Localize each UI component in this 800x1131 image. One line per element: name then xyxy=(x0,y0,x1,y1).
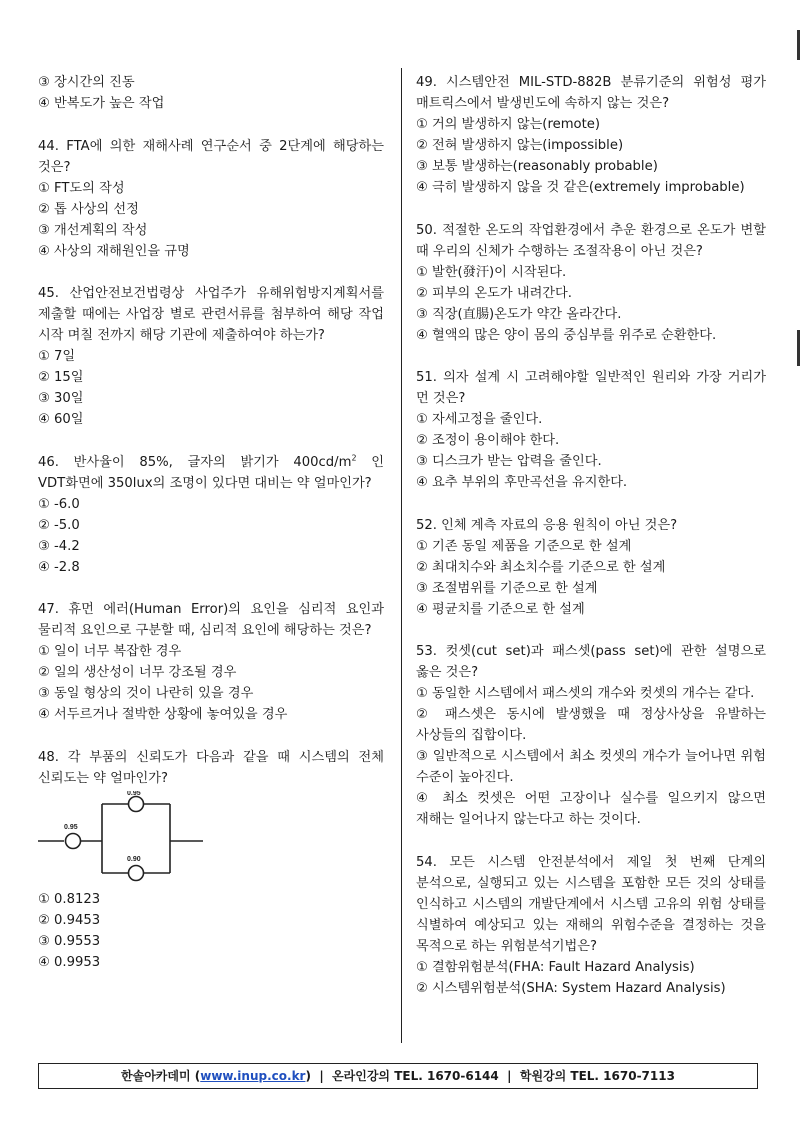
question-53 xyxy=(416,641,766,830)
option: ② 최대치수와 최소치수를 기준으로 한 설계 xyxy=(416,559,666,575)
question-43-carryover xyxy=(38,72,384,114)
option: ④ 서두르거나 절박한 상황에 놓여있을 경우 xyxy=(38,707,288,722)
question-text: 44. FTA에 의한 재해사례 연구순서 중 2단계에 해당하는 것은? xyxy=(38,138,384,175)
question-44 xyxy=(38,136,384,262)
page-footer xyxy=(38,1063,758,1089)
option: ④ 요추 부위의 후만곡선을 유지한다. xyxy=(416,475,628,490)
series-component-label: 0.95 xyxy=(64,823,78,831)
upper-component-label: 0.95 xyxy=(127,790,141,797)
question-52 xyxy=(416,515,766,620)
question-text: 50. 적절한 온도의 작업환경에서 추운 환경으로 온도가 변할 때 우리의 신체가 수행하는 조절작용이 아닌 것은? xyxy=(416,222,766,259)
question-text-a: 46. 반사율이 85%, 글자의 밝기가 400cd/m xyxy=(38,454,352,470)
footer-website-link[interactable]: www.inup.co.kr xyxy=(200,1069,306,1083)
option: ④ 반복도가 높은 작업 xyxy=(38,96,165,111)
option: ③ 직장(直腸)온도가 약간 올라간다. xyxy=(416,306,622,322)
option: ④ 0.9953 xyxy=(38,954,101,970)
column-divider xyxy=(401,68,402,1043)
option: ② 전혀 발생하지 않는(impossible) xyxy=(416,138,624,153)
lower-component-label: 0.90 xyxy=(127,855,141,863)
question-text: 47. 휴먼 에러(Human Error)의 요인을 심리적 요인과 물리적 요인으로 구분할 때, 심리적 요인에 해당하는 것은? xyxy=(38,602,384,638)
option: ③ 조절범위를 기준으로 한 설계 xyxy=(416,580,598,596)
option: ① 0.8123 xyxy=(38,891,101,907)
option: ② 0.9453 xyxy=(38,912,101,928)
reliability-circuit-diagram xyxy=(38,791,208,883)
question-49 xyxy=(416,72,766,198)
footer-separator: | xyxy=(319,1069,324,1083)
option: ③ -4.2 xyxy=(38,538,80,554)
option: ① 거의 발생하지 않는(remote) xyxy=(416,117,601,132)
option: ② 조정이 용이해야 한다. xyxy=(416,433,560,448)
option: ② 15일 xyxy=(38,370,84,385)
option: ① 동일한 시스템에서 패스셋의 개수와 컷셋의 개수는 같다. xyxy=(416,686,755,701)
question-text: 49. 시스템안전 MIL-STD-882B 분류기준의 위험성 평가 매트릭스에서 발생빈도에 속하지 않는 것은? xyxy=(416,75,766,111)
question-text: 51. 의자 설계 시 고려해야할 일반적인 원리와 가장 거리가 먼 것은? xyxy=(416,370,766,406)
question-text: 48. 각 부품의 신뢰도가 다음과 같을 때 시스템의 전체 신뢰도는 약 얼마인가? xyxy=(38,749,384,786)
option: ③ 보통 발생하는(reasonably probable) xyxy=(416,159,658,174)
question-text-b: 인 VDT화면에 350lux의 조명이 있다면 대비는 약 얼마인가? xyxy=(38,454,384,491)
option: ① -6.0 xyxy=(38,496,80,512)
question-47 xyxy=(38,599,384,725)
option: ④ 사상의 재해원인을 규명 xyxy=(38,243,190,259)
footer-separator: | xyxy=(507,1069,512,1083)
option: ① FT도의 작성 xyxy=(38,180,125,196)
option: ① 7일 xyxy=(38,349,76,364)
option: ④ 평균치를 기준으로 한 설계 xyxy=(416,601,585,617)
option: ③ 장시간의 진동 xyxy=(38,75,135,90)
component-series xyxy=(66,833,81,848)
option: ④ 극히 발생하지 않을 것 같은(extremely improbable) xyxy=(416,180,745,195)
option: ① 자세고정을 줄인다. xyxy=(416,412,543,427)
option: ① 일이 너무 복잡한 경우 xyxy=(38,644,182,659)
option: ① 발한(發汗)이 시작된다. xyxy=(416,264,567,280)
question-48 xyxy=(38,747,384,973)
question-54 xyxy=(416,852,766,999)
question-text xyxy=(38,452,384,494)
option: ① 기존 동일 제품을 기준으로 한 설계 xyxy=(416,538,632,554)
option: ③ 30일 xyxy=(38,391,84,406)
left-column xyxy=(38,72,384,994)
option: ① 결함위험분석(FHA: Fault Hazard Analysis) xyxy=(416,959,695,975)
question-50 xyxy=(416,220,766,346)
footer-online-phone: 온라인강의 TEL. 1670-6144 xyxy=(332,1069,499,1083)
option: ② -5.0 xyxy=(38,517,80,533)
component-upper xyxy=(129,796,144,811)
option: ② 시스템위험분석(SHA: System Hazard Analysis) xyxy=(416,980,726,996)
option: ③ 디스크가 받는 압력을 줄인다. xyxy=(416,454,602,469)
question-text: 53. 컷셋(cut set)과 패스셋(pass set)에 관한 설명으로 옳은 것은? xyxy=(416,644,766,680)
question-46 xyxy=(38,452,384,578)
option: ④ 60일 xyxy=(38,412,84,427)
component-lower xyxy=(129,865,144,880)
question-text: 54. 모든 시스템 안전분석에서 제일 첫 번째 단계의 분석으로, 실행되고 있는 시스템을 포함한 모든 것의 상태를 인식하고 시스템의 개발단계에서 시스템 고유의 위험 상태를 식별하여 예상되고 있는 재해의 위험수준을 결정하는 것을 목적으로 하는 위험분석기법은? xyxy=(416,854,766,954)
option: ③ 개선계획의 작성 xyxy=(38,222,148,238)
option: ② 피부의 온도가 내려간다. xyxy=(416,285,572,301)
option: ④ 최소 컷셋은 어떤 고장이나 실수를 일으키지 않으면 재해는 일어나지 않는다고 하는 것이다. xyxy=(416,791,766,827)
option: ③ 0.9553 xyxy=(38,933,101,949)
question-45 xyxy=(38,283,384,430)
footer-org-close: ) xyxy=(305,1069,311,1083)
question-text: 52. 인체 계측 자료의 응용 원칙이 아닌 것은? xyxy=(416,517,678,533)
footer-offline-phone: 학원강의 TEL. 1670-7113 xyxy=(519,1069,675,1083)
option: ④ 혈액의 많은 양이 몸의 중심부를 위주로 순환한다. xyxy=(416,327,717,343)
option: ② 패스셋은 동시에 발생했을 때 정상사상을 유발하는 사상들의 집합이다. xyxy=(416,707,766,743)
option: ② 일의 생산성이 너무 강조될 경우 xyxy=(38,665,237,680)
question-51 xyxy=(416,367,766,493)
footer-org: 한솔아카데미 ( xyxy=(121,1069,201,1083)
superscript: 2 xyxy=(351,453,357,463)
option: ② 톱 사상의 선정 xyxy=(38,201,139,217)
question-text: 45. 산업안전보건법령상 사업주가 유해위험방지계획서를 제출할 때에는 사업장 별로 관련서류를 첨부하여 해당 작업 시작 며칠 전까지 해당 기관에 제출하여야 하는가? xyxy=(38,286,384,343)
option: ③ 동일 형상의 것이 나란히 있을 경우 xyxy=(38,686,254,701)
option: ④ -2.8 xyxy=(38,559,80,575)
option: ③ 일반적으로 시스템에서 최소 컷셋의 개수가 늘어나면 위험 수준이 높아진다. xyxy=(416,749,766,785)
right-column xyxy=(416,72,766,1020)
